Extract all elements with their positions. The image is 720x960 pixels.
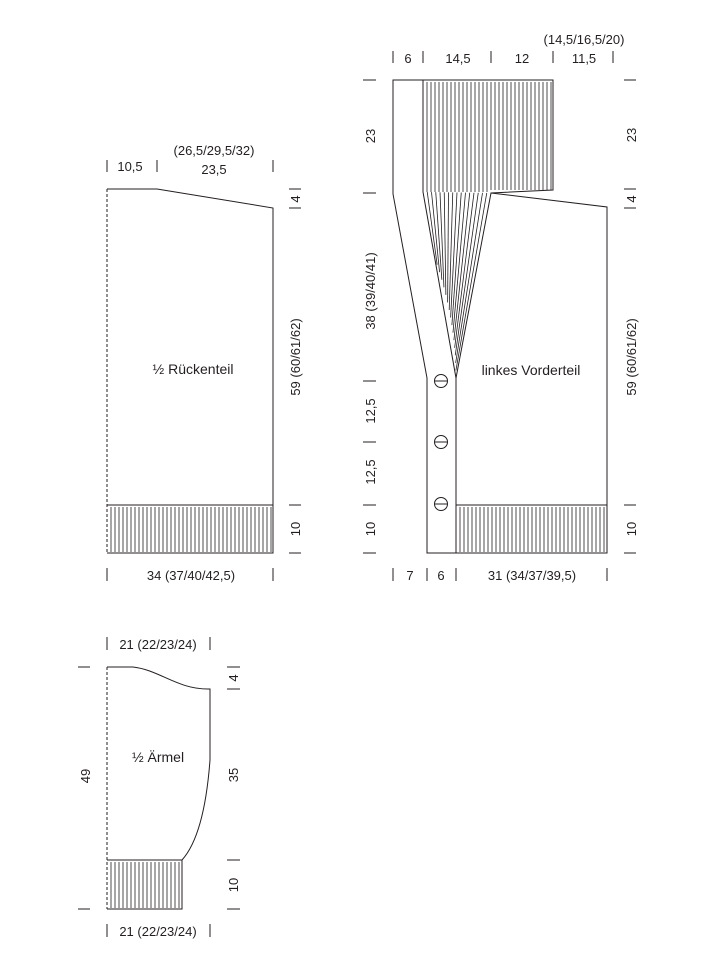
rib-stitch-line: [444, 192, 446, 295]
sleeve-body-height: 35: [226, 767, 241, 783]
back-label: ½ Rückenteil: [152, 361, 234, 377]
front-button-gap-1: 12,5: [363, 398, 378, 424]
back-rib-height: 10: [288, 521, 303, 537]
back-piece: [107, 143, 303, 583]
front-diagonal-ribbing: [427, 192, 487, 370]
front-rib-height-left: 10: [363, 521, 378, 537]
back-top-left-width: 10,5: [117, 159, 143, 174]
sleeve-top-width: 21 (22/23/24): [119, 637, 197, 652]
front-top-mid: 12: [514, 51, 530, 66]
back-shoulder-height: 4: [288, 195, 303, 203]
front-piece: [363, 32, 639, 583]
front-outer-outline: [393, 80, 553, 553]
sleeve-piece: [78, 637, 241, 939]
front-top-rib: 14,5: [445, 51, 471, 66]
back-shoulder-width: 23,5: [201, 162, 227, 177]
front-band-slope: [423, 192, 456, 378]
back-ribbing: [111, 507, 271, 552]
front-bottom-width: 31 (34/37/39,5): [487, 568, 577, 583]
front-label: linkes Vorderteil: [481, 362, 581, 378]
rib-stitch-line: [448, 192, 449, 302]
button-icon: [435, 436, 448, 449]
button-icon: [435, 375, 448, 388]
button-icon: [435, 498, 448, 511]
front-top-band: 6: [404, 51, 412, 66]
front-bottom-band-left: 7: [406, 568, 414, 583]
rib-stitch-line: [455, 193, 474, 348]
front-rib-height-right: 10: [624, 521, 639, 537]
front-top-shoulder-sizes: (14,5/16,5/20): [543, 32, 625, 47]
front-slope-height: 38 (39/40/41): [363, 252, 378, 330]
rib-stitch-line: [440, 192, 444, 287]
sleeve-bottom-width: 21 (22/23/24): [119, 924, 197, 939]
sleeve-rib-height: 10: [226, 877, 241, 893]
back-bottom-width: 34 (37/40/42,5): [146, 568, 236, 583]
front-button-gap-2: 12,5: [363, 459, 378, 485]
front-body-height: 59 (60/61/62): [624, 318, 639, 396]
sleeve-ribbing: [111, 862, 179, 908]
front-shoulder-height: 4: [624, 195, 639, 203]
front-collar-height-right: 23: [624, 127, 639, 143]
sleeve-total-height: 49: [78, 768, 93, 784]
sleeve-label: ½ Ärmel: [131, 749, 185, 765]
front-top-shoulder: 11,5: [571, 51, 597, 66]
front-collar-ribbing: [427, 82, 551, 192]
back-shoulder-width-sizes: (26,5/29,5/32): [173, 143, 255, 158]
front-bottom-band: 6: [437, 568, 445, 583]
front-collar-height-left: 23: [363, 128, 378, 144]
sleeve-cap-height: 4: [226, 674, 241, 682]
front-bottom-ribbing: [460, 507, 604, 552]
back-body-height: 59 (60/61/62): [288, 318, 303, 396]
sleeve-outline: [107, 667, 210, 909]
